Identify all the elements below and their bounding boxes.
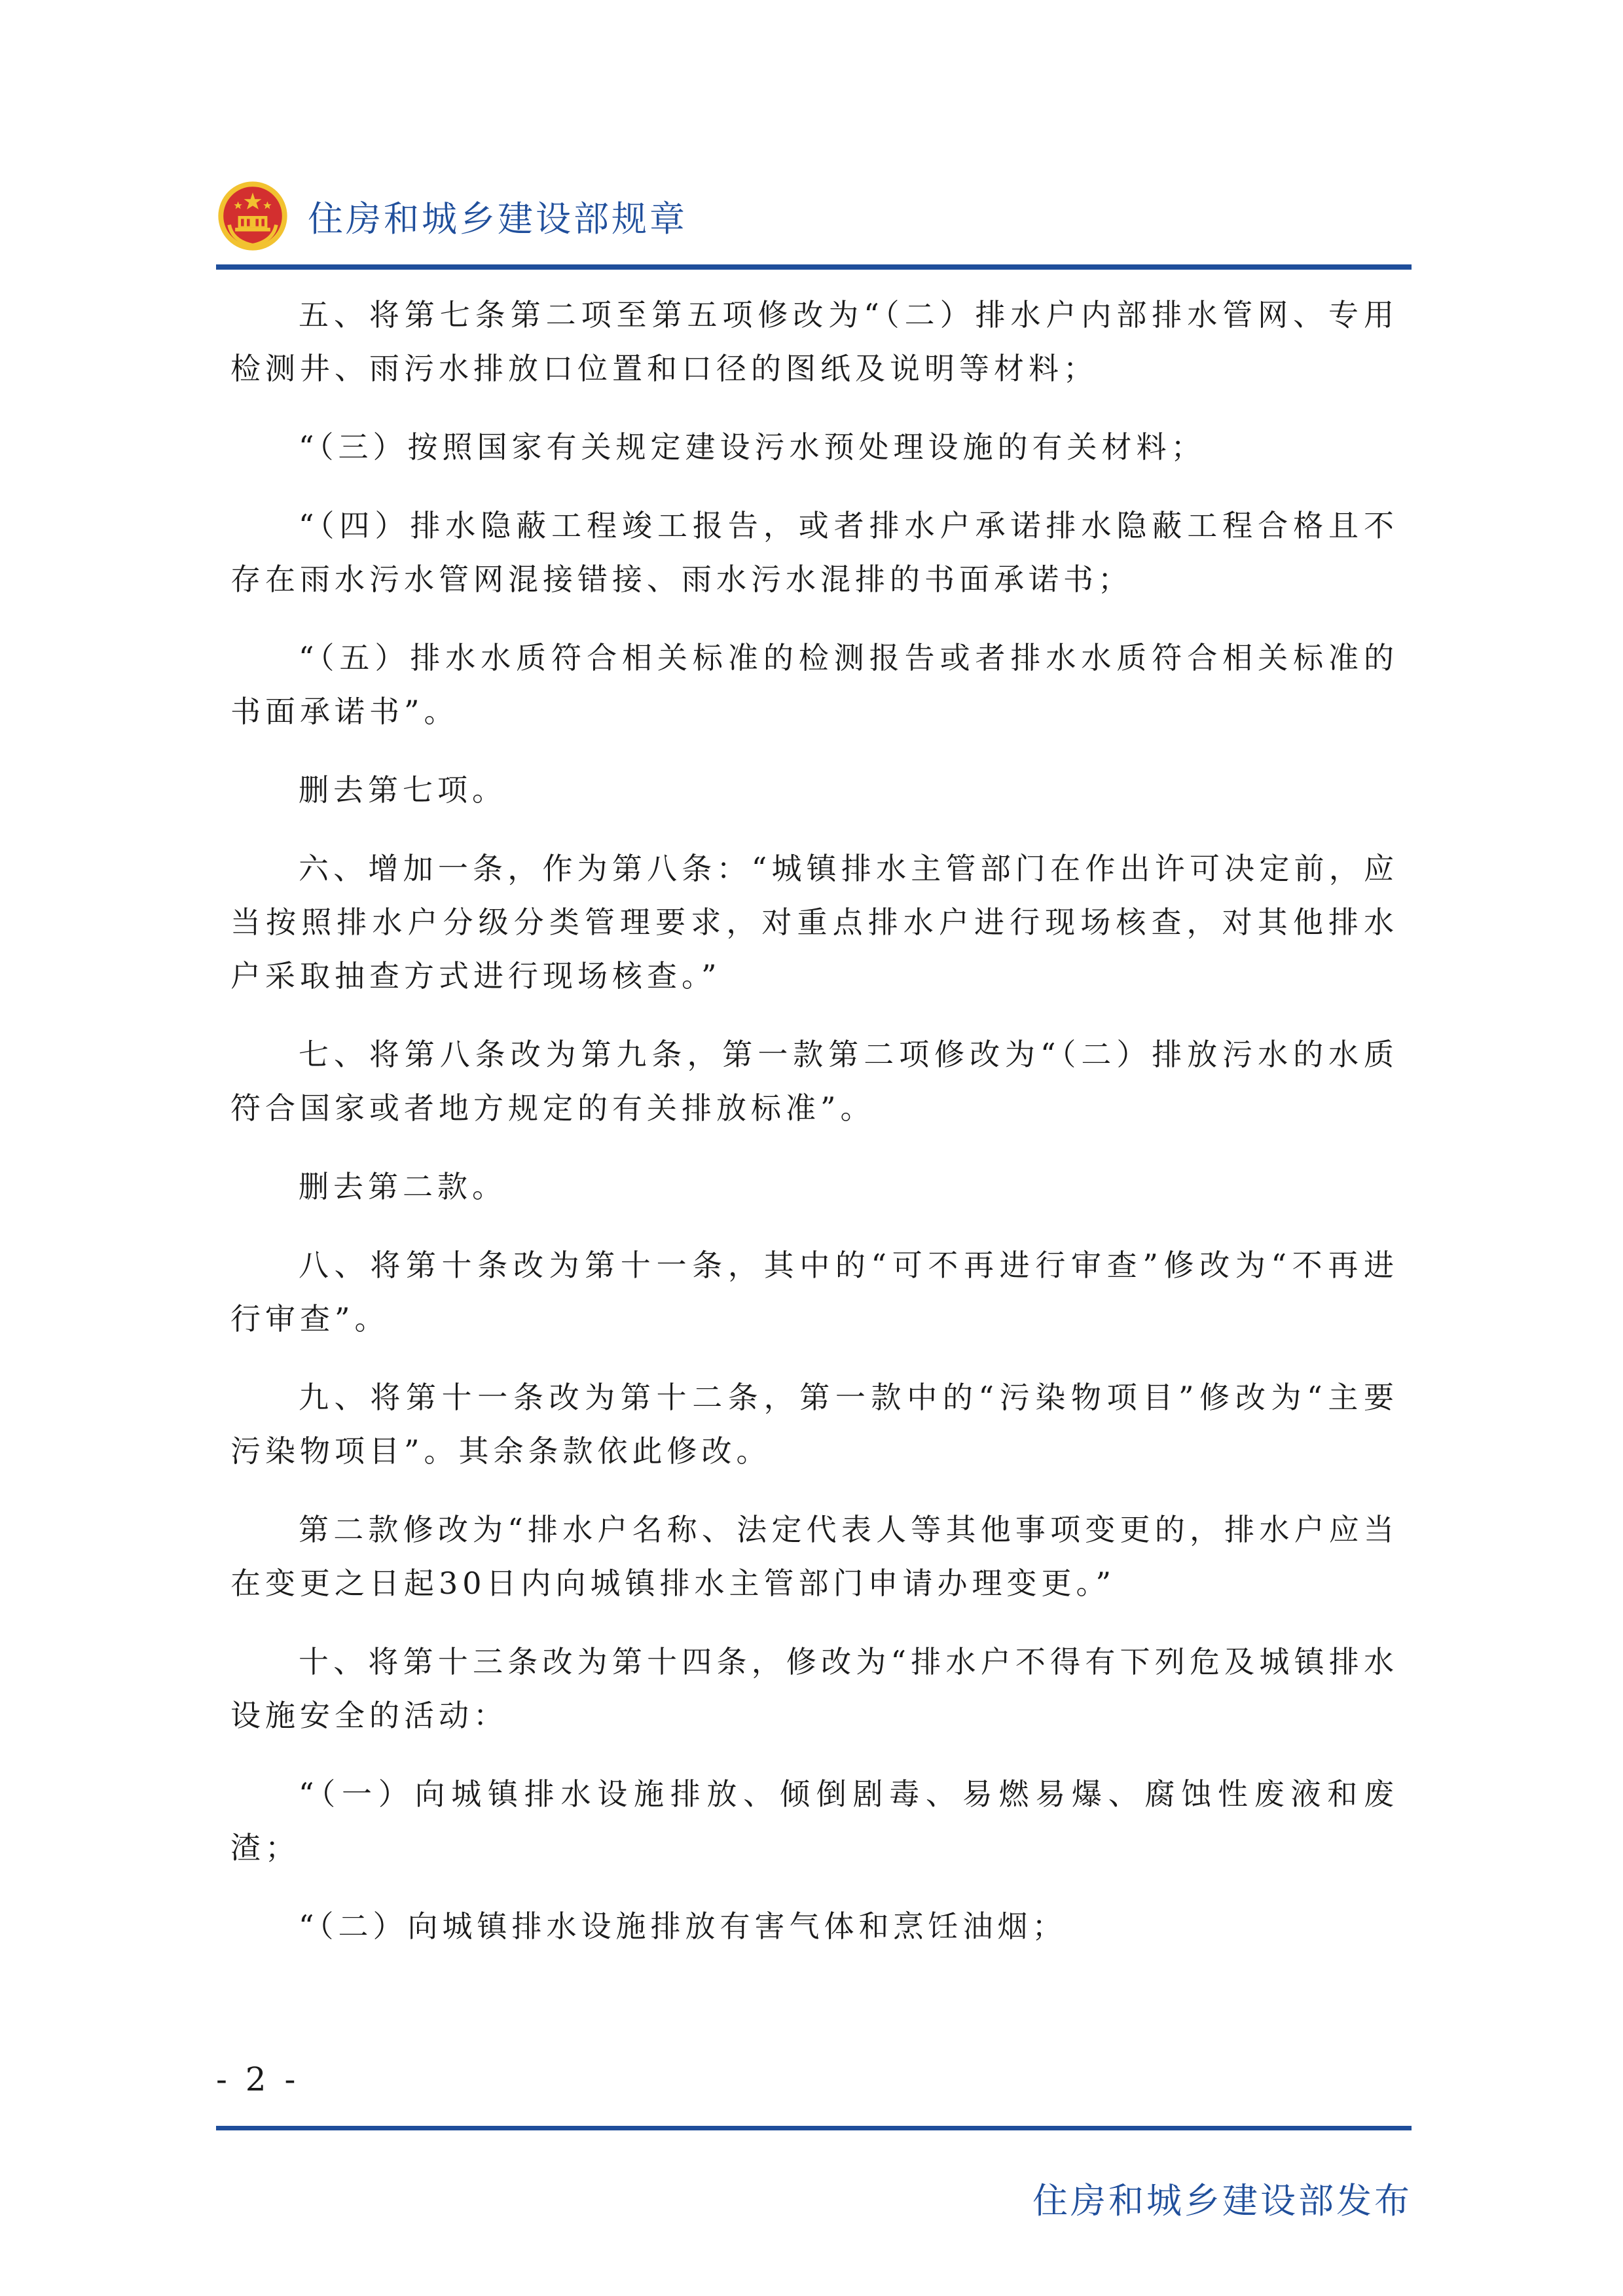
paragraph: 八、将第十条改为第十一条，其中的“可不再进行审查”修改为“不再进行审查”。 (230, 1247, 1398, 1336)
paragraph: 九、将第十一条改为第十二条，第一款中的“污染物项目”修改为“主要污染物项目”。其余条款依此修改。 (230, 1380, 1398, 1469)
paragraph: 六、增加一条，作为第八条：“城镇排水主管部门在作出许可决定前，应当按照排水户分级分类管理要求，对重点排水户进行现场核查，对其他排水户采取抽查方式进行现场核查。” (230, 851, 1398, 994)
header-title: 住房和城乡建设部规章 (308, 198, 687, 240)
footer-divider (216, 2126, 1412, 2130)
paragraph: “（一）向城镇排水设施排放、倾倒剧毒、易燃易爆、腐蚀性废液和废渣； (230, 1776, 1398, 1865)
paragraph: “（四）排水隐蔽工程竣工报告，或者排水户承诺排水隐蔽工程合格且不存在雨水污水管网混接错接、雨水污水混排的书面承诺书； (230, 508, 1398, 597)
paragraph: 七、将第八条改为第九条，第一款第二项修改为“（二）排放污水的水质符合国家或者地方规定的有关排放标准”。 (230, 1037, 1398, 1126)
paragraph: 删去第七项。 (299, 772, 507, 808)
page-number: - 2 - (216, 2060, 300, 2098)
paragraph: 第二款修改为“排水户名称、法定代表人等其他事项变更的，排水户应当在变更之日起30日内向城镇排水主管部门申请办理变更。” (230, 1512, 1398, 1601)
page-header (216, 177, 687, 255)
paragraph: 十、将第十三条改为第十四条，修改为“排水户不得有下列危及城镇排水设施安全的活动： (230, 1644, 1398, 1733)
paragraph: 五、将第七条第二项至第五项修改为“（二）排水户内部排水管网、专用检测井、雨污水排放口位置和口径的图纸及说明等材料； (230, 297, 1398, 386)
national-emblem-icon (216, 179, 289, 253)
paragraph: 删去第二款。 (299, 1169, 507, 1204)
header-divider (216, 264, 1412, 270)
paragraph: “（三）按照国家有关规定建设污水预处理设施的有关材料； (299, 429, 1206, 465)
paragraph: “（五）排水水质符合相关标准的检测报告或者排水水质符合相关标准的书面承诺书”。 (230, 640, 1398, 729)
footer-publisher: 住房和城乡建设部发布 (1032, 2180, 1412, 2221)
paragraph: “（二）向城镇排水设施排放有害气体和烹饪油烟； (299, 1909, 1067, 1944)
document-body (230, 288, 1398, 1978)
